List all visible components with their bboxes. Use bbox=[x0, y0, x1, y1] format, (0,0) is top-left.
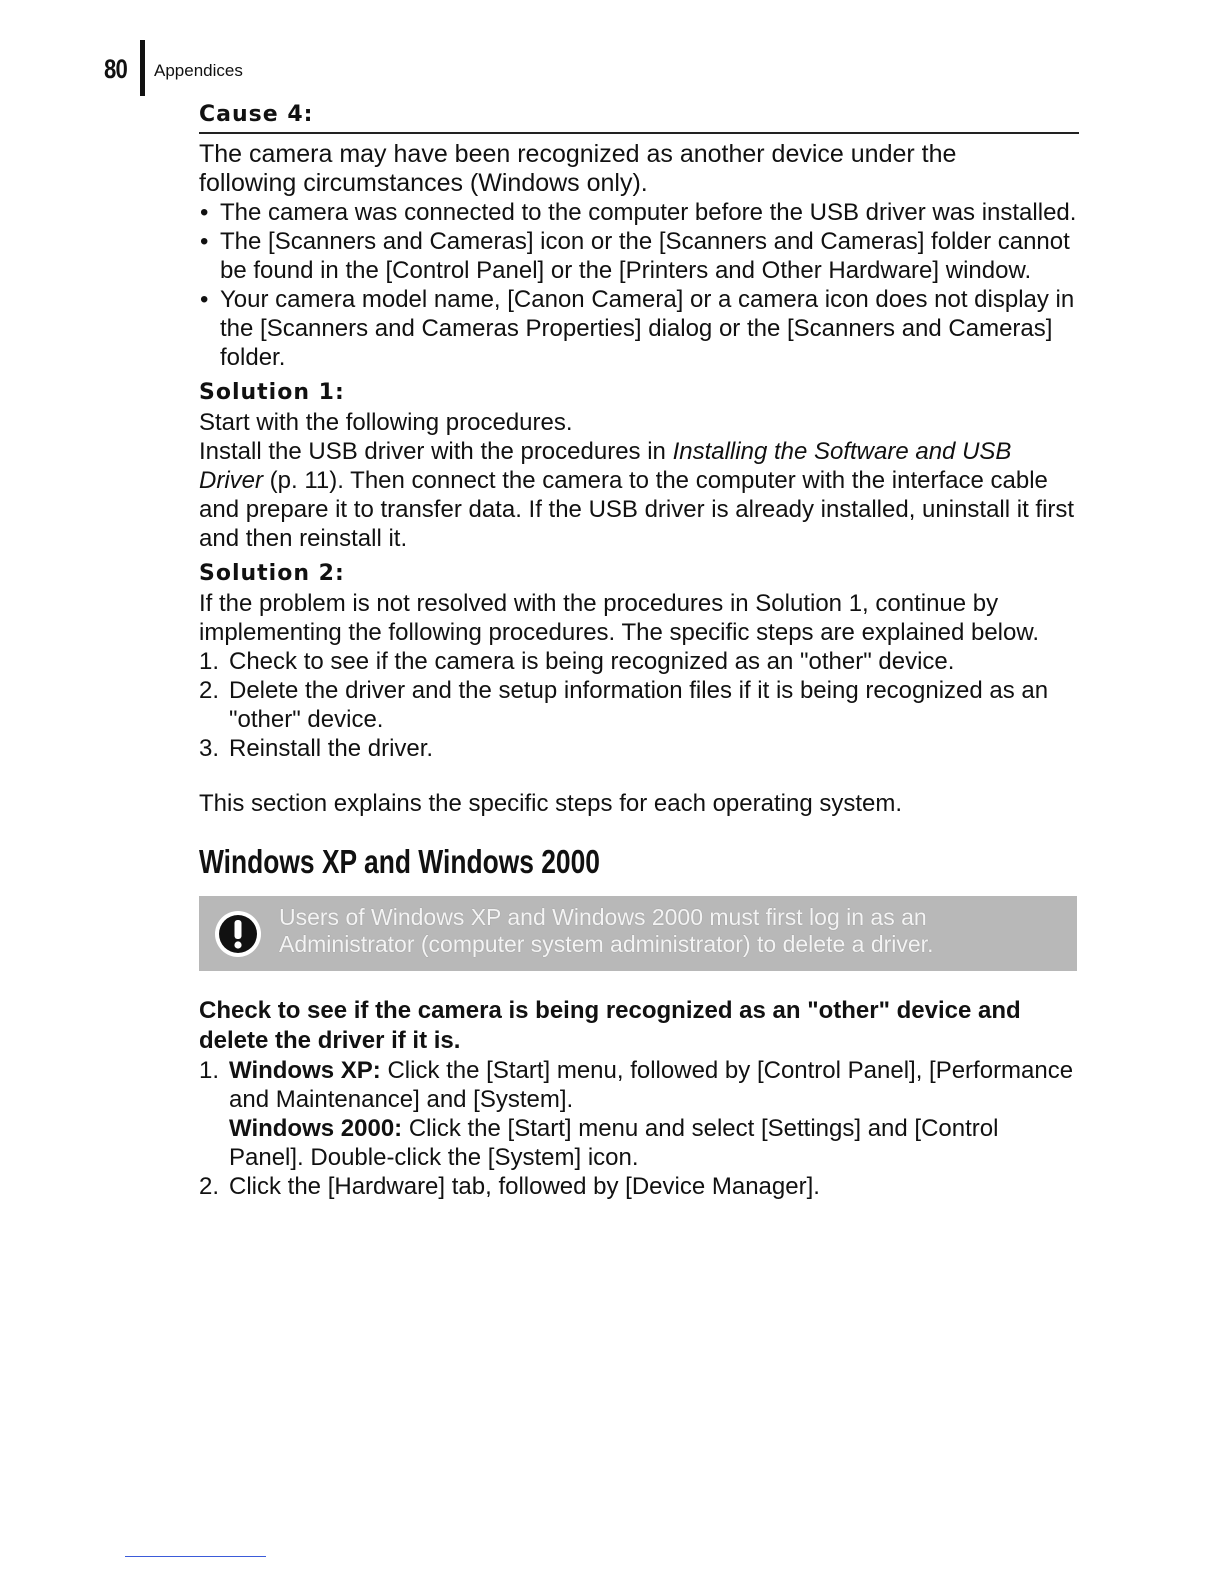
list-item: • The [Scanners and Cameras] icon or the [Scanners and Cameras] folder cannot be found in the [Control Panel] or the [Printers and Other Hardware] window. bbox=[200, 228, 1070, 284]
solution1-body: Install the USB driver with the procedures in Installing the Software and USB Driver (p. 11). Then connect the camera to the computer with the interface cable and prepare it to transfer data. If the USB driver is already installed, uninstall it first and then reinstall it. bbox=[199, 438, 1075, 552]
cause-lead-line2: following circumstances (Windows only). bbox=[199, 169, 648, 197]
caution-note bbox=[199, 896, 1077, 971]
solution1-intro: Start with the following procedures. bbox=[199, 409, 573, 436]
bullet-icon: • bbox=[200, 286, 209, 313]
list-item: 1. Windows XP: Click the [Start] menu, followed by [Control Panel], [Performance and Maintenance] and [System]. Windows 2000: Click the [Start] menu and select [Settings] and [Control Panel]. Double-click the [System] icon. bbox=[199, 1057, 1074, 1171]
list-item: 1. Check to see if the camera is being recognized as an "other" device. bbox=[199, 648, 955, 675]
list-item: • The camera was connected to the computer before the USB driver was installed. bbox=[200, 199, 1077, 226]
footer-rule bbox=[125, 1556, 266, 1557]
solution2-heading: Solution 2: bbox=[199, 561, 345, 586]
caution-text: Users of Windows XP and Windows 2000 must first log in as an Administrator (computer system administrator) to delete a driver. bbox=[279, 904, 934, 957]
solution2-steps bbox=[199, 647, 1079, 763]
section-name: Appendices bbox=[154, 61, 243, 80]
bullet-icon: • bbox=[200, 199, 209, 226]
cause-bullet-list bbox=[199, 198, 1079, 372]
solution2-outro: This section explains the specific steps for each operating system. bbox=[199, 790, 903, 817]
manual-section-reference: Installing the Software and USB Driver bbox=[199, 438, 1012, 494]
list-item: 2. Delete the driver and the setup information files if it is being recognized as an "other" device. bbox=[199, 677, 1049, 733]
list-item: 3. Reinstall the driver. bbox=[199, 735, 434, 762]
solution1-heading: Solution 1: bbox=[199, 380, 345, 405]
cause-heading: Cause 4: bbox=[199, 100, 1079, 134]
section-title: Windows XP and Windows 2000 bbox=[199, 843, 600, 880]
page-content bbox=[199, 100, 1079, 1201]
list-item: 2. Click the [Hardware] tab, followed by [Device Manager]. bbox=[199, 1173, 820, 1200]
procedure-steps bbox=[199, 1056, 1079, 1201]
caution-icon bbox=[214, 910, 262, 958]
os-label-2000: Windows 2000: bbox=[229, 1115, 403, 1142]
list-item: • Your camera model name, [Canon Camera] or a camera icon does not display in the [Scanners and Cameras Properties] dialog or the [Scanners and Cameras] folder. bbox=[200, 286, 1075, 371]
header-divider-bar bbox=[140, 40, 145, 96]
cause-lead-line1: The camera may have been recognized as another device under the bbox=[199, 140, 957, 168]
procedure-heading: Check to see if the camera is being recognized as an "other" device and delete the driver if it is. bbox=[199, 997, 1021, 1054]
solution2-intro: If the problem is not resolved with the procedures in Solution 1, continue by implementing the following procedures. The specific steps are explained below. bbox=[199, 590, 1040, 646]
page-number: 80 bbox=[104, 54, 127, 84]
os-label-xp: Windows XP: bbox=[229, 1057, 381, 1084]
bullet-icon: • bbox=[200, 228, 209, 255]
